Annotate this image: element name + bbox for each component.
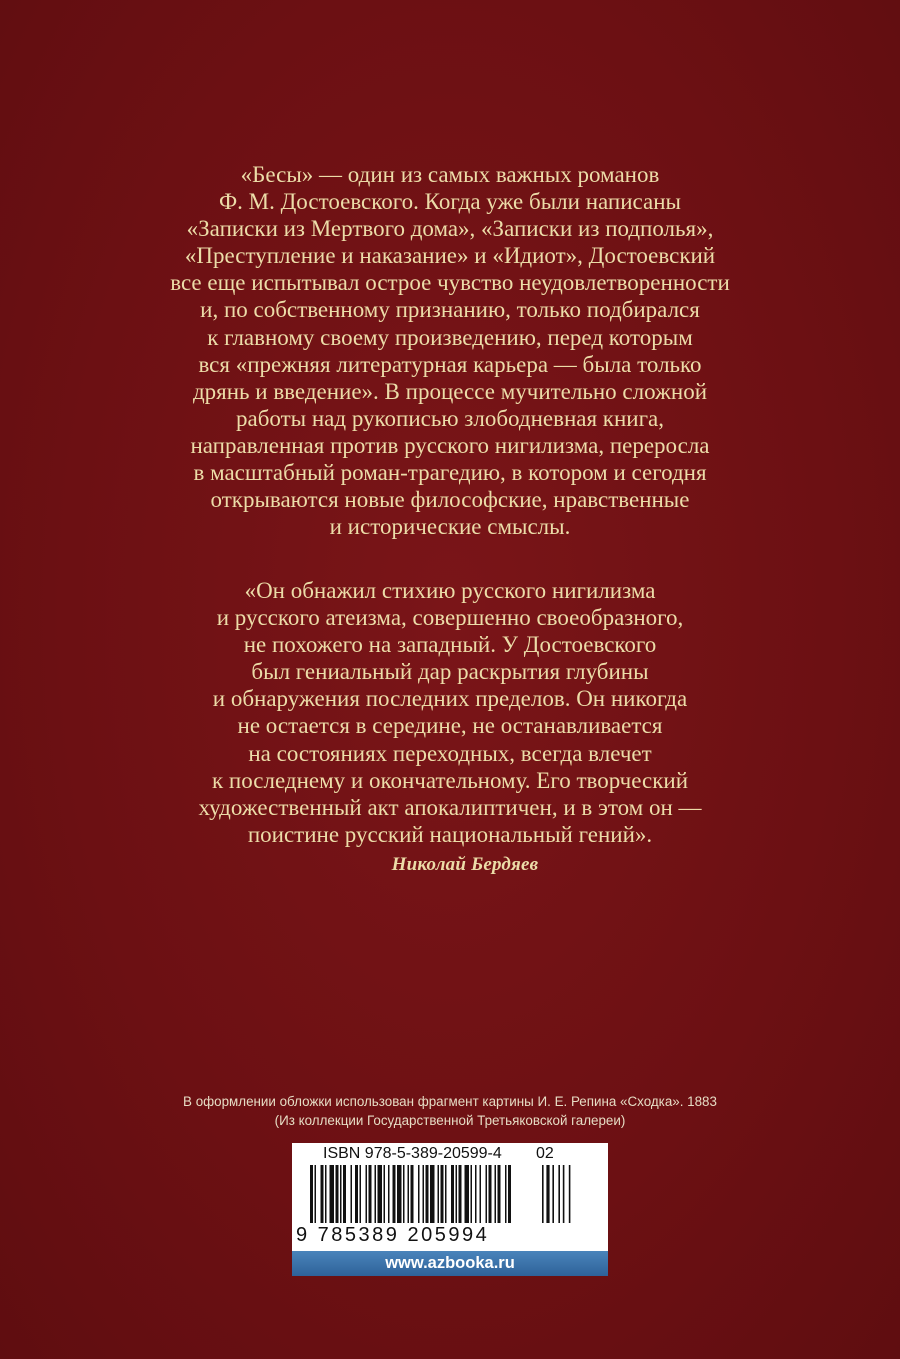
- quote-author: Николай Бердяев: [391, 854, 539, 875]
- barcode-addon-digits: 02: [536, 1145, 554, 1162]
- credits-line: В оформлении обложки использован фрагмент картины И. Е. Репина «Сходка». 1883: [183, 1094, 717, 1109]
- publisher-website-link[interactable]: www.azbooka.ru: [292, 1251, 608, 1276]
- description-line: в масштабный роман-трагедию, в котором и сегодня: [193, 460, 707, 486]
- quote-line: художественный акт апокалиптичен, и в этом он —: [198, 794, 702, 820]
- quote-line: не похожего на западный. У Достоевского: [243, 632, 657, 658]
- description-line: «Бесы» — один из самых важных романов: [240, 162, 660, 187]
- quote-line: и русского атеизма, совершенно своеобразного,: [216, 605, 684, 631]
- quote-line: был гениальный дар раскрытия глубины: [251, 659, 649, 685]
- description-line: открываются новые философские, нравственные: [210, 487, 690, 513]
- isbn-label: ISBN 978-5-389-20599-4: [323, 1145, 502, 1162]
- quote-line: поистине русский национальный гений».: [247, 821, 653, 847]
- description-line: направленная против русского нигилизма, переросла: [190, 432, 710, 458]
- quote-line: на состояниях переходных, всегда влечет: [248, 740, 652, 766]
- berdyaev-quote: [0, 577, 900, 848]
- description-line: Ф. М. Достоевского. Когда уже были написаны: [219, 189, 681, 215]
- description-line: все еще испытывал острое чувство неудовлетворенности: [170, 270, 730, 296]
- description-line: и исторические смыслы.: [329, 514, 571, 540]
- quote-line: и обнаружения последних пределов. Он никогда: [212, 686, 688, 712]
- description-line: «Записки из Мертвого дома», «Записки из подполья»,: [186, 216, 714, 242]
- ean-digits: 9 785389 205994: [296, 1224, 490, 1246]
- barcode-icon: [310, 1165, 590, 1225]
- description-line: вся «прежняя литературная карьера — была только: [198, 351, 702, 377]
- book-description: [0, 161, 900, 540]
- description-line: и, по собственному признанию, только подбирался: [200, 297, 700, 323]
- description-line: работы над рукописью злободневная книга,: [236, 405, 664, 431]
- quote-line: «Он обнажил стихию русского нигилизма: [244, 578, 656, 603]
- quote-line: не остается в середине, не останавливается: [237, 713, 663, 739]
- quote-line: к последнему и окончательному. Его творческий: [211, 767, 688, 793]
- description-line: «Преступление и наказание» и «Идиот», Достоевский: [184, 243, 716, 269]
- description-line: дрянь и введение». В процессе мучительно сложной: [192, 378, 708, 404]
- credits-line: (Из коллекции Государственной Третьяковской галереи): [274, 1113, 626, 1128]
- description-line: к главному своему произведению, перед которым: [207, 324, 693, 350]
- cover-art-credits: [0, 1092, 900, 1130]
